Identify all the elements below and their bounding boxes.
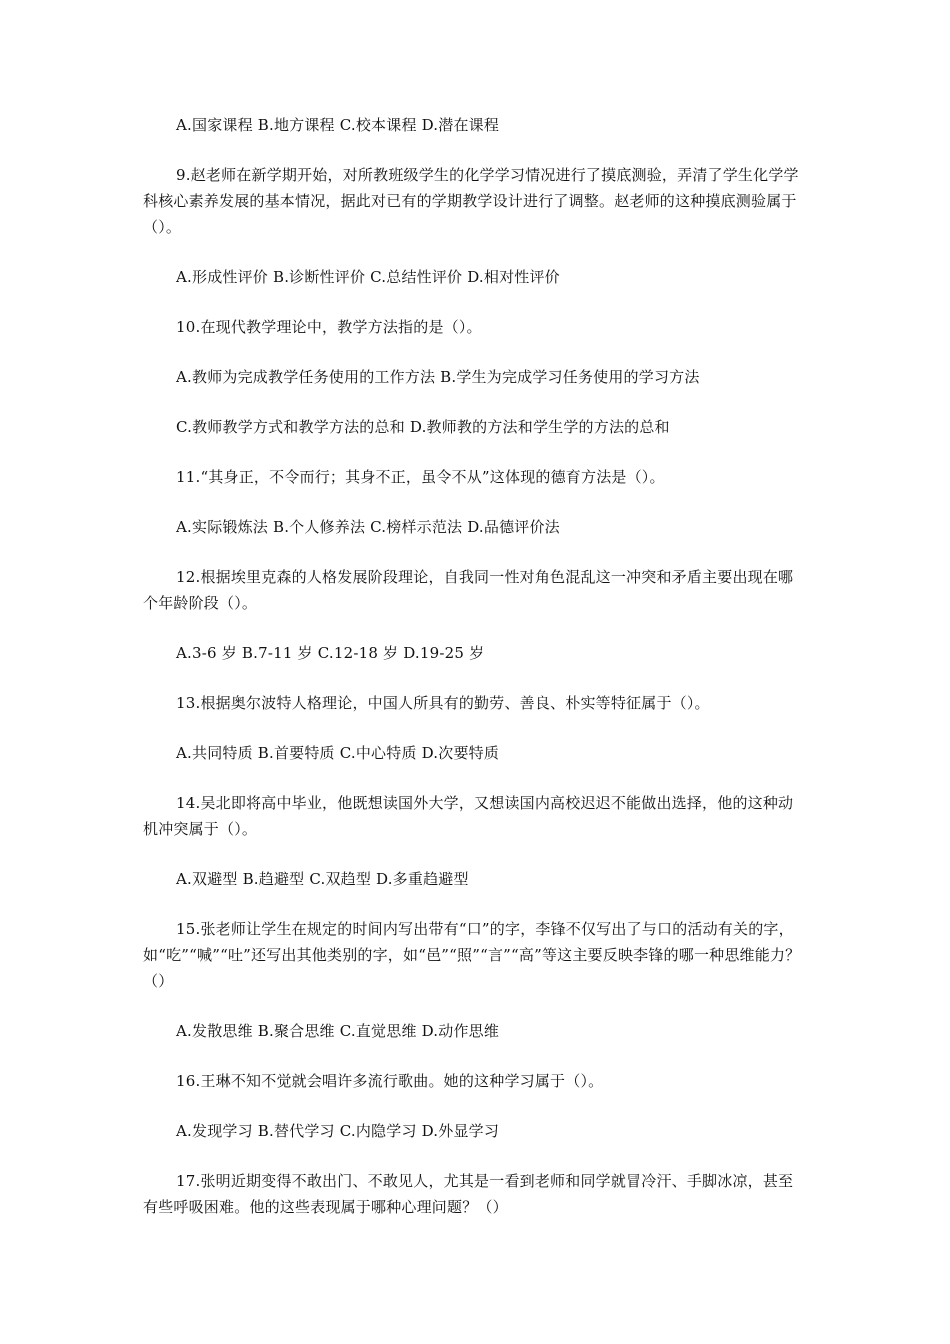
option-line-q12: A.3-6 岁 B.7-11 岁 C.12-18 岁 D.19-25 岁 [176,644,485,662]
question-14: 14.吴北即将高中毕业，他既想读国外大学，又想读国内高校迟迟不能做出选择，他的这种动机冲突属于（）。 [143,794,794,838]
question-16: 16.王琳不知不觉就会唱许多流行歌曲。她的这种学习属于（）。 [176,1072,604,1090]
question-15: 15.张老师让学生在规定的时间内写出带有“口”的字，李锋不仅写出了与口的活动有关的字，如“吃”“喊”“吐”还写出其他类别的字，如“邑”“照”“言”“高”等这主要反映李锋的哪一种思维能力？（） [143,920,801,990]
option-line-q14: A.双避型 B.趋避型 C.双趋型 D.多重趋避型 [176,870,469,888]
option-line-q15: A.发散思维 B.聚合思维 C.直觉思维 D.动作思维 [176,1022,500,1040]
option-line-q11: A.实际锻炼法 B.个人修养法 C.榜样示范法 D.品德评价法 [176,518,560,536]
question-12: 12.根据埃里克森的人格发展阶段理论，自我同一性对角色混乱这一冲突和矛盾主要出现在哪个年龄阶段（）。 [143,568,794,612]
question-11: 11.“其身正，不令而行；其身不正，虽令不从”这体现的德育方法是（）。 [176,468,665,486]
option-line-q13: A.共同特质 B.首要特质 C.中心特质 D.次要特质 [176,744,500,762]
question-13: 13.根据奥尔波特人格理论，中国人所具有的勤劳、善良、朴实等特征属于（）。 [176,694,710,712]
question-9: 9.赵老师在新学期开始，对所教班级学生的化学学习情况进行了摸底测验，弄清了学生化学学科核心素养发展的基本情况，据此对已有的学期教学设计进行了调整。赵老师的这种摸底测验属于（）。 [143,166,799,236]
document-body [143,112,808,1244]
option-line-q10-cd: C.教师教学方式和教学方法的总和 D.教师教的方法和学生学的方法的总和 [176,418,670,436]
option-line-q9: A.形成性评价 B.诊断性评价 C.总结性评价 D.相对性评价 [176,268,560,286]
question-10: 10.在现代教学理论中，教学方法指的是（）。 [176,318,482,336]
question-17: 17.张明近期变得不敢出门、不敢见人，尤其是一看到老师和同学就冒冷汗、手脚冰凉，甚至有些呼吸困难。他的这些表现属于哪种心理问题？（） [143,1172,794,1216]
option-line-q10-ab: A.教师为完成教学任务使用的工作方法 B.学生为完成学习任务使用的学习方法 [176,368,700,386]
option-line-q8: A.国家课程 B.地方课程 C.校本课程 D.潜在课程 [176,116,500,134]
option-line-q16: A.发现学习 B.替代学习 C.内隐学习 D.外显学习 [176,1122,500,1140]
